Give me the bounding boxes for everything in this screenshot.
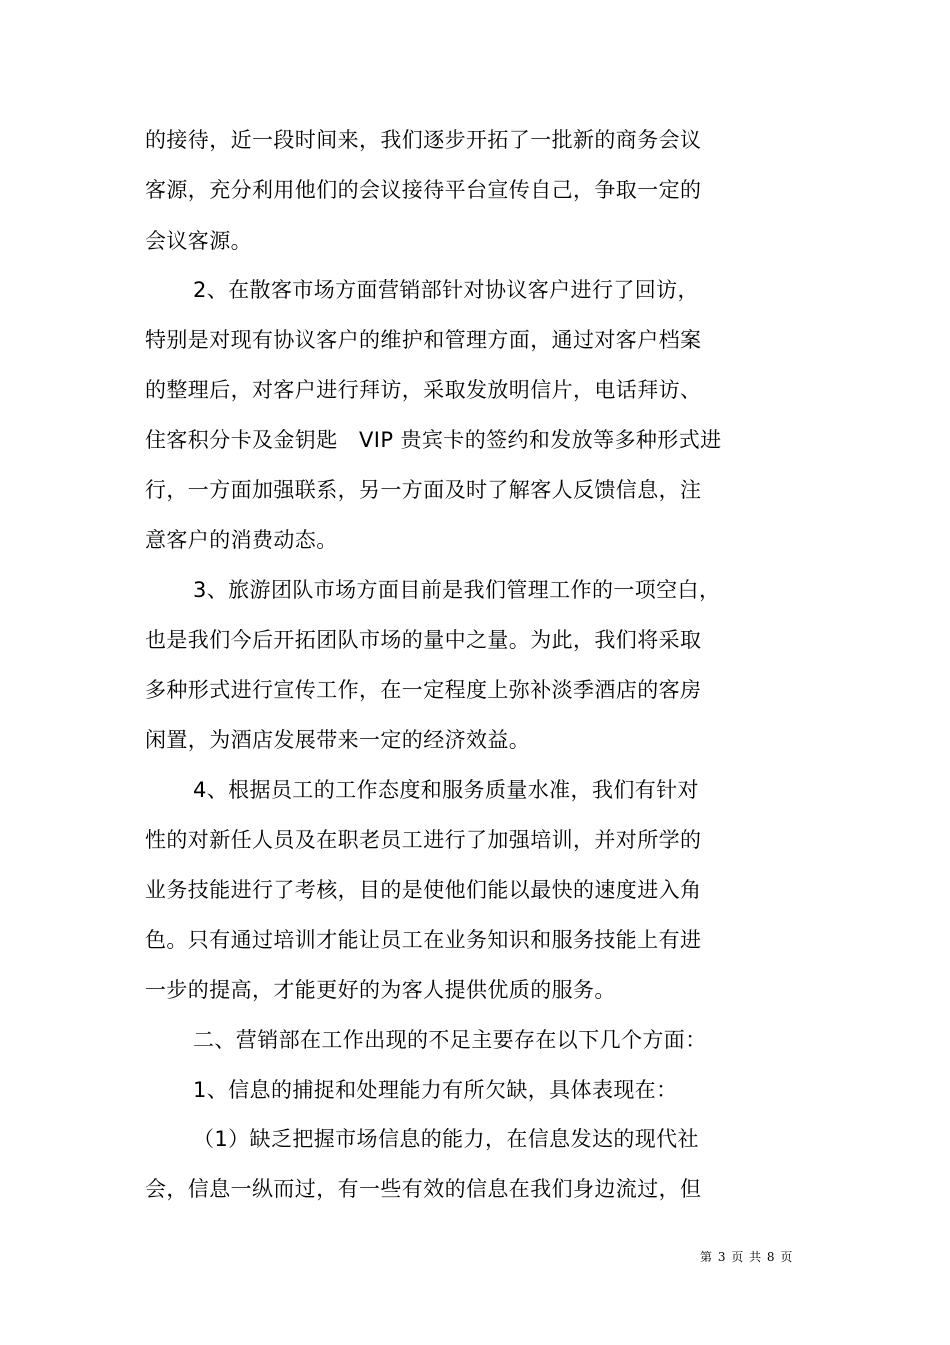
text-line: 性的对新任人员及在职老员工进行了加强培训，并对所学的 — [145, 828, 702, 852]
text-line: 会议客源。 — [145, 229, 252, 253]
text-line: 一步的提高，才能更好的为客人提供优质的服务。 — [145, 978, 616, 1002]
text-line: 行，一方面加强联系，另一方面及时了解客人反馈信息，注 — [145, 478, 702, 502]
text-line: 特别是对现有协议客户的维护和管理方面，通过对客户档案 — [145, 328, 702, 352]
text-line: 色。只有通过培训才能让员工在业务知识和服务技能上有进 — [145, 928, 702, 952]
text-line: 会，信息一纵而过，有一些有效的信息在我们身边流过，但 — [145, 1177, 702, 1201]
text-line: 住客积分卡及金钥匙 VIP 贵宾卡的签约和发放等多种形式进 — [145, 428, 722, 452]
text-line: 的接待，近一段时间来，我们逐步开拓了一批新的商务会议 — [145, 128, 702, 152]
paragraph-3-first-line: 3、旅游团队市场方面目前是我们管理工作的一项空白， — [193, 578, 721, 602]
paragraph-2-first-line: 2、在散客市场方面营销部针对协议客户进行了回访， — [193, 278, 699, 302]
section-heading: 二、营销部在工作出现的不足主要存在以下几个方面： — [193, 1028, 707, 1052]
list-item-first-line: （1）缺乏把握市场信息的能力，在信息发达的现代社 — [193, 1127, 699, 1151]
text-line: 多种形式进行宣传工作，在一定程度上弥补淡季酒店的客房 — [145, 678, 702, 702]
text-line: 业务技能进行了考核，目的是使他们能以最快的速度进入角 — [145, 878, 702, 902]
page-number-footer: 第 3 页 共 8 页 — [700, 1250, 794, 1264]
text-line: 客源，充分利用他们的会议接待平台宣传自己，争取一定的 — [145, 178, 702, 202]
text-line: 也是我们今后开拓团队市场的量中之量。为此，我们将采取 — [145, 628, 702, 652]
subsection-heading: 1、信息的捕捉和处理能力有所欠缺，具体表现在： — [193, 1078, 678, 1102]
text-line: 意客户的消费动态。 — [145, 528, 338, 552]
paragraph-4-first-line: 4、根据员工的工作态度和服务质量水准，我们有针对 — [193, 778, 699, 802]
text-line: 的整理后，对客户进行拜访，采取发放明信片，电话拜访、 — [145, 378, 702, 402]
text-line: 闲置，为酒店发展带来一定的经济效益。 — [145, 728, 531, 752]
